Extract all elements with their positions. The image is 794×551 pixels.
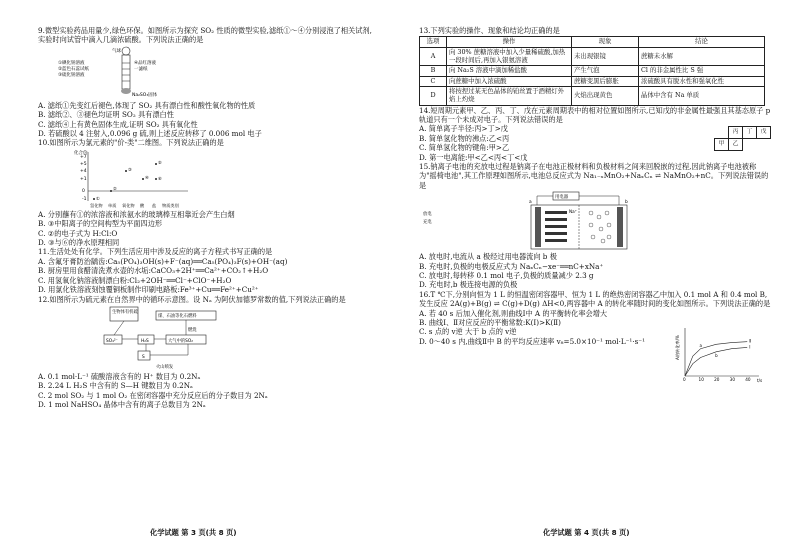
q13-cell: D	[420, 87, 447, 105]
q12-label-6: S	[142, 354, 145, 360]
q10-point-label-4: ⑤	[158, 159, 162, 165]
electrode-a-icon	[535, 207, 541, 247]
q10-ytick-1: +5	[80, 161, 87, 167]
question-15	[419, 162, 771, 290]
q13-header-3: 结论	[639, 37, 765, 48]
q14-option-c: C. 简单氢化物的键角:甲>乙	[419, 143, 510, 153]
q12-cycle-svg	[38, 305, 278, 371]
q9-fig-label-5: 一滤纸	[134, 66, 148, 72]
series-line-1	[685, 347, 747, 376]
q16-chart-ylabel: A的转化率/%	[675, 334, 680, 360]
q16-option-d: D. 0～40 s 内,曲线Ⅱ中 B 的平均反应速率 v₈=5.0×10⁻¹ mol·L⁻¹·s⁻¹	[419, 336, 645, 346]
point-label-b: b	[715, 352, 718, 358]
q9-option-b: B. 滤纸②、③褪色均证明 SO₂ 具有漂白性	[38, 110, 174, 120]
q9-stem: 9.微型实验药品用量少,绿色环保。如图所示为探究 SO₂ 性质的微型实验,滤纸①～④分别浸泡了相关试剂,实验时向试管中滴入几滴浓硫酸。下列说法正确的是	[38, 26, 372, 45]
q10-xtick-0: 氢化物	[90, 202, 103, 208]
q14-cell: 丙	[729, 126, 743, 138]
q10-point-6	[155, 178, 157, 180]
x-tick-label: 20	[714, 376, 720, 382]
q13-table	[419, 36, 765, 105]
q12-label-4: H₂S	[141, 338, 149, 344]
q15-option-d: D. 充电时,b 极连接电源的负极	[419, 280, 518, 290]
q13-header-2: 现象	[572, 37, 639, 48]
q16-option-c: C. s 点的 v逆 大于 b 点的 v逆	[419, 327, 517, 337]
q10-xtick-2: 氧化物	[122, 202, 135, 208]
q14-option-d: D. 第一电离能:甲<乙<丙<丁<戊	[419, 152, 528, 162]
x-tick-label: 10	[698, 376, 704, 382]
q10-point-label-1: ②	[113, 185, 117, 191]
series-label-1: Ⅰ	[749, 344, 751, 350]
q10-point-1	[93, 198, 95, 200]
q16-option-a: A. 若 40 s 后加入催化剂,则曲线Ⅰ中 A 的平衡转化率会增大	[419, 308, 608, 318]
q11-option-a: A. 含氟牙膏防治龋齿:Ca₅(PO₄)₃OH(s)+F⁻(aq)══Ca₅(PO₄)₃F(s)+OH⁻(aq)	[38, 256, 288, 266]
q10-ytick-4: 0	[82, 188, 85, 194]
q13-header-1: 操作	[447, 37, 572, 48]
q15-label-1: a	[529, 200, 532, 206]
q11-stem: 11.生活处处有化学。下列生活应用中涉及反应的离子方程式书写正确的是	[38, 247, 273, 257]
q15-eq-charge: 充电	[423, 220, 432, 226]
q10-ytick-5: -1	[82, 196, 87, 202]
point-label-a: a	[699, 343, 703, 349]
q12-option-b: B. 2.24 L H₂S 中含有的 S—H 键数目为 0.2Nₐ	[38, 381, 193, 391]
q11-option-d: D. 用氯化铁溶液刻蚀覆铜板制作印刷电路板:Fe³⁺+Cu══Fe²⁺+Cu²⁺	[38, 285, 259, 295]
q13-stem: 13.下列实验的操作、现象和结论均正确的是	[419, 26, 560, 35]
q12-label-5: 大气中的SO₂	[168, 338, 194, 344]
q9-fig-label-4: ④品红溶液	[134, 60, 157, 66]
q15-option-c: C. 放电时,每转移 0.1 mol 电子,负极的质量减少 2.3 g	[419, 271, 594, 281]
question-11	[38, 247, 374, 294]
q14-periodic-grid	[714, 126, 771, 152]
left-page-footer: 化学试题 第 3 页(共 8 页)	[150, 528, 237, 537]
q10-point-2	[110, 190, 112, 192]
q10-ylabel: 化合价	[74, 150, 88, 156]
q12-option-a: A. 0.1 mol·L⁻¹ 硫酸溶液含有的 H⁺ 数目为 0.2Nₐ	[38, 371, 201, 381]
q9-fig-label-6: Na₂SO₃固体	[132, 92, 158, 98]
q10-diagram-svg	[38, 149, 238, 209]
q15-label-2: b	[625, 200, 628, 206]
q13-cell: Cl 的非金属性比 S 强	[639, 66, 765, 77]
q16-chart-xlabel: t/s	[757, 377, 763, 383]
test-tube-icon	[122, 55, 130, 89]
q10-point-label-0: ①	[96, 195, 100, 201]
q10-option-d: D. ③与⑥的净水原理相同	[38, 238, 120, 248]
q15-stem: 15.钠离子电池的充放电过程是钠离子在电池正极材料和负极材料之间来回脱嵌的过程,因此钠离子电池被称为"摇椅电池",其工作原理如图所示,电池总反应式为 Na₁₋ₓMnO₂+NaₓCₙ ⇌ NaMnO₂+nC。下列说法错误的是	[419, 162, 769, 190]
table-row	[420, 48, 765, 66]
left-column	[38, 26, 374, 410]
q11-option-c: C. 用氢氧化钠溶液制漂白粉:Cl₂+2OH⁻══Cl⁻+ClO⁻+H₂O	[38, 275, 232, 285]
q14-cell: 甲	[715, 138, 729, 150]
q9-fig-label-1: ①碘化钠溶液	[58, 60, 85, 66]
right-page-footer: 化学试题 第 4 页(共 8 页)	[543, 528, 630, 537]
q13-header-0: 选项	[420, 37, 447, 48]
q10-xtick-4: 盐	[152, 202, 157, 208]
right-page	[397, 0, 794, 551]
question-9	[38, 26, 374, 138]
q13-cell: 产生气泡	[572, 66, 639, 77]
q9-apparatus-figure	[38, 46, 374, 100]
question-14	[419, 106, 771, 162]
q10-ytick-2: +4	[80, 168, 87, 174]
x-tick-label: 40	[745, 376, 751, 382]
table-row	[420, 87, 765, 105]
q10-ytick-0: +7	[80, 154, 87, 160]
q10-xtick-1: 单质	[108, 202, 117, 208]
question-12	[38, 295, 374, 410]
q11-option-b: B. 厨房里用食醋清洗煮水壶的水垢:CaCO₃+2H⁺══Ca²⁺+CO₂↑+H₂O	[38, 266, 269, 276]
q13-cell: 蔗糖未水解	[639, 48, 765, 66]
q12-option-d: D. 1 mol NaHSO₄ 晶体中含有的离子总数目为 2Nₐ	[38, 400, 206, 410]
q13-cell: C	[420, 76, 447, 87]
q14-stem: 14.短周期元素甲、乙、丙、丁、戊在元素周期表中的相对位置如图所示,已知戊的非金属性最强且其基态原子 p 轨道只有一个未成对电子。下列说法错误的是	[419, 105, 771, 124]
q15-label-3: Na⁺	[569, 209, 577, 215]
q13-header-row	[420, 37, 765, 48]
q10-xtick-3: 酸	[140, 202, 145, 208]
q12-label-3: SO₄²⁻	[106, 338, 118, 344]
q14-option-a: A. 简单离子半径:丙>丁>戊	[419, 124, 508, 134]
q14-cell: 戊	[757, 126, 771, 138]
q13-cell: 向 Na₂S 溶液中滴加稀盐酸	[447, 66, 572, 77]
q10-option-c: C. ②的电子式为 H:Cl:O	[38, 228, 118, 238]
q15-battery-svg	[419, 191, 771, 251]
x-tick-label: 0	[683, 376, 686, 382]
question-13	[419, 26, 771, 106]
q10-point-label-3: ④	[145, 174, 149, 180]
q13-cell: 向蔗糖中加入浓硫酸	[447, 76, 572, 87]
q10-point-label-2: ③	[128, 166, 132, 172]
q12-stem: 12.如图所示为硫元素在自然界中的循环示意图。设 Nₐ 为阿伏加德罗常数的值,下列说法正确的是	[38, 294, 346, 304]
q13-cell: 浓硫酸具有脱水性和强氧化性	[639, 76, 765, 87]
series-line-0	[685, 342, 747, 376]
q9-apparatus-svg	[38, 46, 238, 100]
q14-option-b: B. 简单氢化物的沸点:乙<丙	[419, 133, 510, 143]
table-row	[420, 76, 765, 87]
series-label-0: Ⅱ	[749, 338, 752, 344]
q10-point-4	[142, 178, 144, 180]
question-16	[419, 289, 771, 383]
q13-cell: A	[420, 48, 447, 66]
q16-conversion-chart	[671, 324, 767, 386]
balloon-icon	[122, 47, 130, 55]
q13-cell: B	[420, 66, 447, 77]
q13-cell: 火焰出现黄色	[572, 87, 639, 105]
q10-point-5	[155, 163, 157, 165]
q12-label-2: 燃烧	[188, 327, 197, 333]
q9-option-a: A. 滤纸①先变红后褪色,体现了 SO₂ 具有漂白性和酸性氧化物的性质	[38, 100, 256, 110]
q12-label-0: 生物体有机硫	[112, 309, 138, 315]
q15-option-b: B. 充电时,负极的电极反应式为 NaₓCₙ−xe⁻══nC+xNa⁺	[419, 261, 604, 271]
q10-valence-class-figure	[38, 149, 374, 209]
q12-sulfur-cycle-figure	[38, 305, 374, 371]
q13-cell: 将按捏过某无色晶体的铂丝置于酒精灯外焰上灼烧	[447, 87, 572, 105]
q9-option-c: C. 滤纸④上有黄色固体生成,证明 SO₂ 具有氧化性	[38, 119, 198, 129]
q16-stem: 16.T ℃下,分别向恒为 1 L 的恒温密闭容器甲、恒为 1 L 的绝热密闭容器乙中加入 0.1 mol A 和 0.4 mol B,发生反应 2A(g)+B(g) ⇌ C(g)+D(g) ΔH<0,两容器中 A 的转化率随时间的变化如图所示。下列说法正确的是	[419, 289, 771, 309]
q9-fig-label-0: 气球	[112, 48, 121, 54]
question-10	[38, 138, 374, 247]
q15-option-a: A. 放电时,电流从 a 极经过用电器流向 b 极	[419, 252, 557, 262]
q10-ytick-3: +1	[80, 176, 87, 182]
q14-cell: 丁	[743, 126, 757, 138]
q10-point-3	[125, 170, 127, 172]
q10-option-b: B. ③中阳离子的空间构型为平面四边形	[38, 219, 163, 229]
q10-option-a: A. 分别蘸有①的浓溶液和浓氨水的玻璃棒互相靠近会产生白烟	[38, 209, 235, 219]
q12-option-c: C. 2 mol SO₂ 与 1 mol O₂ 在密闭容器中充分反应后的分子数目为 2Nₐ	[38, 390, 268, 400]
q9-option-d: D. 若硫酸以 4 注射入,0.096 g 硫,则上述反应转移了 0.006 mol 电子	[38, 129, 262, 139]
q16-option-b: B. 曲线Ⅰ、Ⅱ对应反应的平衡常数:K(Ⅰ)>K(Ⅱ)	[419, 318, 561, 328]
q15-eq-discharge: 放电	[423, 212, 432, 218]
q10-xtick-5: 物质类别	[162, 202, 179, 208]
solid-icon	[121, 88, 131, 94]
q15-battery-figure	[419, 191, 771, 251]
q14-cell: 乙	[729, 138, 743, 150]
q13-cell: 向 30% 蔗糖溶液中加入少量稀硫酸,加热一段时间后,再加入银氨溶液	[447, 48, 572, 66]
q10-point-label-5: ⑥	[158, 175, 162, 181]
q13-cell: 蔗糖变黑后膨胀	[572, 76, 639, 87]
q16-options	[419, 309, 651, 347]
x-tick-label: 30	[729, 376, 736, 382]
q13-cell: 未出现银镜	[572, 48, 639, 66]
right-column	[419, 26, 771, 383]
q15-label-0: 用电器	[555, 195, 569, 201]
electrode-b-icon	[617, 207, 623, 247]
q9-fig-label-2: ②蓝色石蕊试纸	[58, 66, 90, 72]
q12-label-7: 火山喷发	[156, 364, 174, 370]
q12-label-1: 煤、石油等化石燃料	[158, 313, 197, 319]
q9-fig-label-3: ③硫化钠溶液	[58, 72, 85, 78]
q13-cell: 晶体中含有 Na 单质	[639, 87, 765, 105]
q10-stem: 10.如图所示为氯元素的"价-类"二维图。下列说法正确的是	[38, 138, 224, 148]
table-row	[420, 66, 765, 77]
